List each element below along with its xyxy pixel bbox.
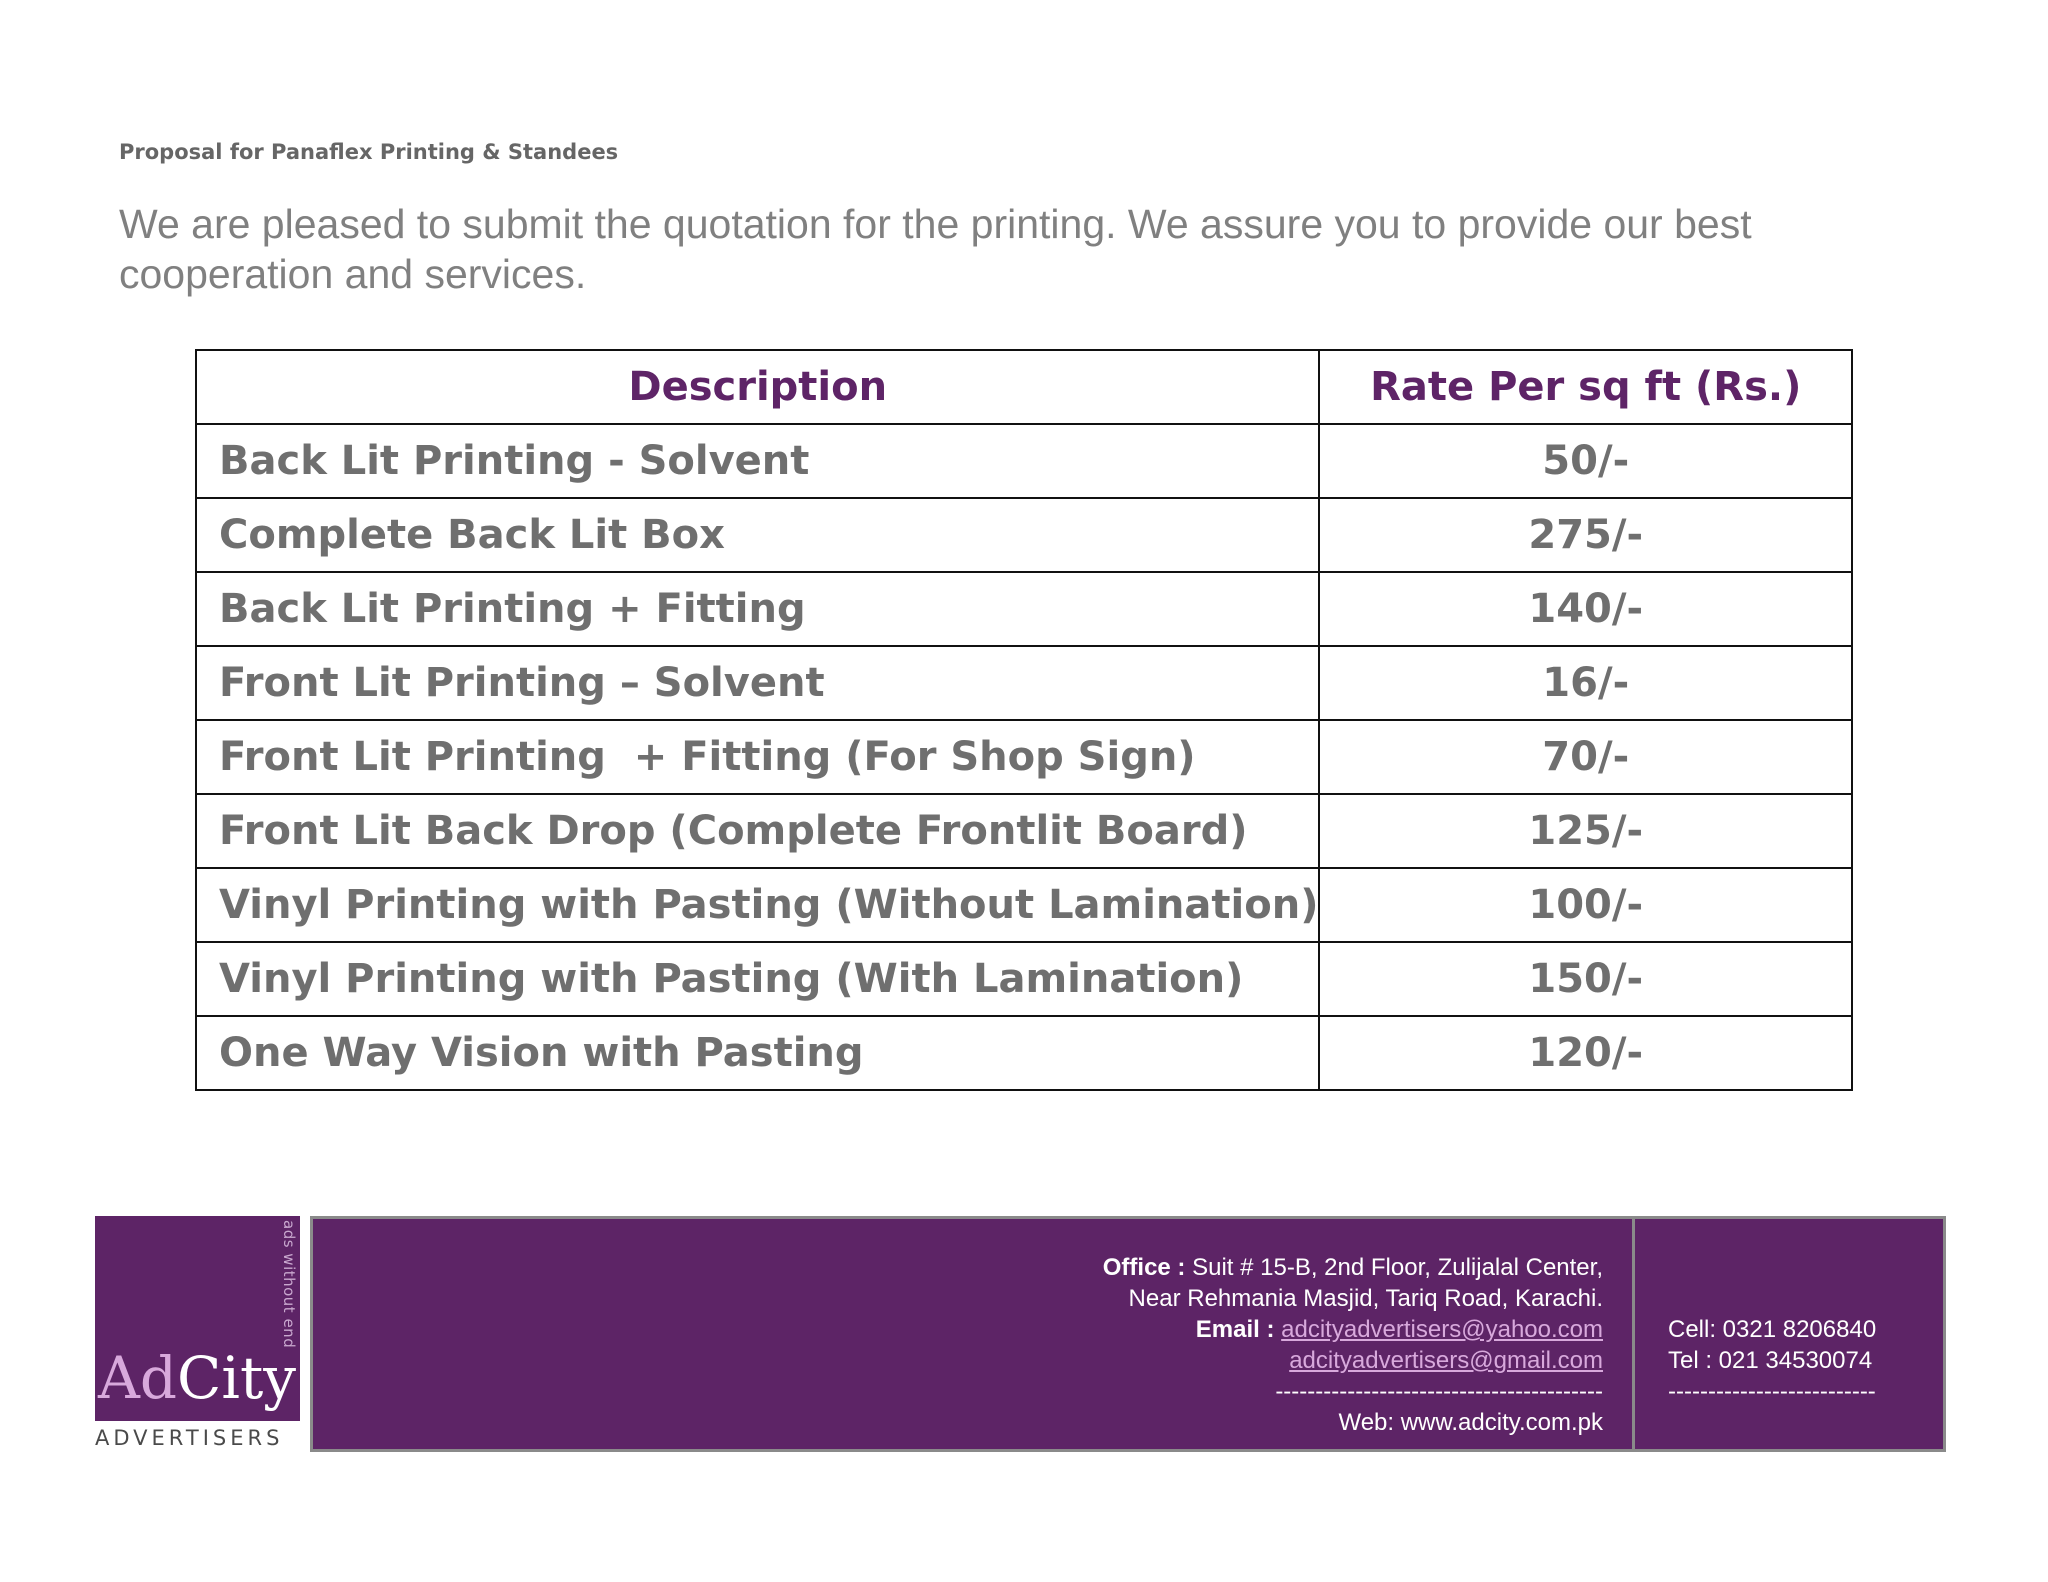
table-row [196,424,1852,498]
row-rate: 140/- [1319,572,1852,646]
column-header-description: Description [196,350,1319,424]
email-line-2 [1103,1345,1603,1376]
table-row [196,720,1852,794]
row-rate: 125/- [1319,794,1852,868]
document-title: Proposal for Panaflex Printing & Standees [119,140,619,164]
table-row [196,1016,1852,1090]
row-description: Back Lit Printing + Fitting [196,572,1319,646]
price-table [195,349,1853,1091]
row-description: Back Lit Printing - Solvent [196,424,1319,498]
table-row [196,646,1852,720]
row-rate: 16/- [1319,646,1852,720]
table-row [196,868,1852,942]
office-address-line-2: Near Rehmania Masjid, Tariq Road, Karachi. [1128,1285,1603,1312]
company-logo [98,1345,296,1411]
intro-paragraph: We are pleased to submit the quotation for the printing. We assure you to provide our best cooperation and services. [119,201,1752,297]
office-address-block [1103,1252,1603,1438]
row-rate: 100/- [1319,868,1852,942]
footer-rule-left: ----------------------------------------- [1275,1378,1603,1405]
table-row [196,572,1852,646]
website-text: Web: www.adcity.com.pk [1338,1409,1603,1436]
row-description: Front Lit Back Drop (Complete Frontlit Board) [196,794,1319,868]
row-description: Complete Back Lit Box [196,498,1319,572]
footer-divider [1632,1216,1635,1452]
logo-name-ad: Ad [98,1344,178,1412]
row-description: Vinyl Printing with Pasting (Without Lamination) [196,868,1319,942]
email-label: Email : [1195,1316,1275,1343]
email-link-gmail[interactable]: adcityadvertisers@gmail.com [1289,1347,1603,1374]
logo-tagline: ads without end [280,1220,298,1349]
logo-name-city: City [177,1344,297,1412]
cell-number: Cell: 0321 8206840 [1668,1316,1877,1343]
table-header-row [196,350,1852,424]
row-rate: 150/- [1319,942,1852,1016]
row-description: Front Lit Printing – Solvent [196,646,1319,720]
tel-number: Tel : 021 34530074 [1668,1347,1873,1374]
row-rate: 70/- [1319,720,1852,794]
row-rate: 50/- [1319,424,1852,498]
office-line-1 [1103,1252,1603,1283]
email-link-yahoo[interactable]: adcityadvertisers@yahoo.com [1281,1316,1603,1343]
table-row [196,794,1852,868]
office-address-line-1: Suit # 15-B, 2nd Floor, Zulijalal Center, [1192,1254,1603,1281]
table-row [196,942,1852,1016]
row-description: One Way Vision with Pasting [196,1016,1319,1090]
column-header-rate: Rate Per sq ft (Rs.) [1319,350,1852,424]
email-line-1 [1103,1314,1603,1345]
row-rate: 120/- [1319,1016,1852,1090]
logo-subtitle: ADVERTISERS [95,1426,284,1450]
table-row [196,498,1852,572]
office-label: Office : [1102,1254,1186,1281]
row-description: Front Lit Printing + Fitting (For Shop Sign) [196,720,1319,794]
row-rate: 275/- [1319,498,1852,572]
row-description: Vinyl Printing with Pasting (With Lamination) [196,942,1319,1016]
footer-rule-right: -------------------------- [1668,1378,1876,1405]
phone-contact-block [1668,1314,1876,1407]
